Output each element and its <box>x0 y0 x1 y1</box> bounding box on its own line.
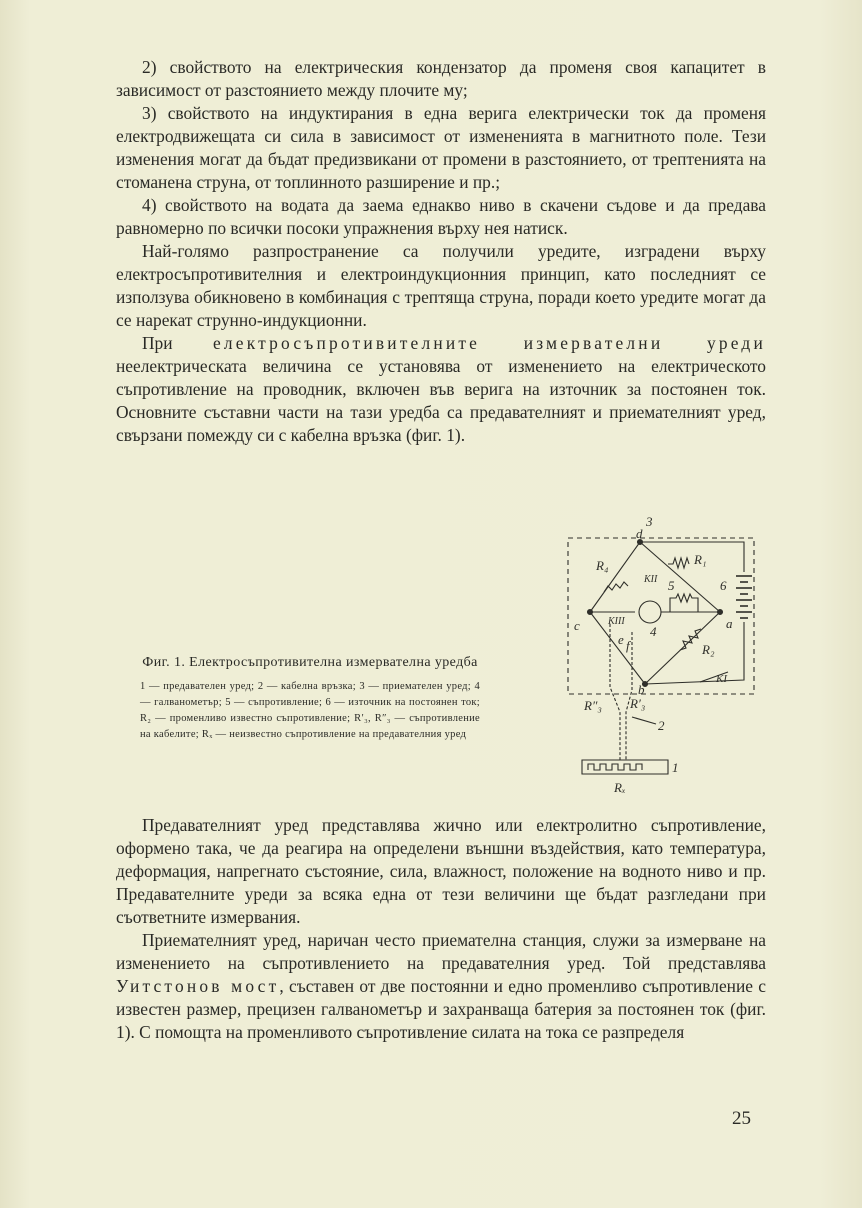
label-e: e <box>618 632 624 647</box>
page-number: 25 <box>732 1108 751 1129</box>
label-R3-prime: R′₃ <box>630 696 646 711</box>
wheatstone-bridge-diagram <box>560 512 770 794</box>
resistor-R4 <box>604 582 628 592</box>
paragraph: Предавателният уред представлява жично или електролитно съпротивление, оформено така, че да реагира на определени външни въздействия, като температура, деформация, напрегнато състояние, сила, влажност, положение на водното ниво и пр. Предавателните уреди за всяка една от тези величини ще бъдат разгледани при съответните измервания. <box>116 815 766 927</box>
resistor-5 <box>670 594 698 612</box>
figure-caption-title: Фиг. 1. Електросъпротивителна измервателна уредба <box>142 655 478 670</box>
spaced-term: електросъпротивителните измервателни уреди <box>212 333 766 353</box>
label-4: 4 <box>650 624 657 639</box>
label-5: 5 <box>668 578 675 593</box>
text-run: При <box>142 333 173 353</box>
resistor-Rx <box>588 764 642 770</box>
label-2: 2 <box>658 718 665 733</box>
transmitter-box <box>582 760 668 774</box>
text-block-top <box>116 56 766 447</box>
label-R3-double-prime: R″₃ <box>584 698 602 713</box>
label-b: b <box>638 682 645 697</box>
cable-pointer <box>632 717 656 724</box>
label-c: c <box>574 618 580 633</box>
figure-caption <box>140 654 480 743</box>
battery-icon <box>736 576 752 618</box>
battery-wire <box>640 542 744 572</box>
figure-legend: 1 — предавателен уред; 2 — кабелна връзка; 3 — приемателен уред; 4 — галванометър; 5 — съпротивление; 6 — източник на постоянен ток; R₂ — променливо известно съпротивление; R′₃, R″₃ — съпротивление на кабелите; Rₓ — неизвестно съпротивление на предавателния уред <box>140 681 480 740</box>
label-f: f <box>626 638 630 653</box>
label-d: d <box>636 526 643 541</box>
label-3: 3 <box>646 514 653 529</box>
label-6: 6 <box>720 578 727 593</box>
node-c <box>588 610 593 615</box>
label-a: a <box>726 616 733 631</box>
paragraph: Най-голямо разпространение са получили уредите, изградени върху електросъпротивителния и електроиндукционния принцип, като последният се използува обикновено в комбинация с трептяща струна, поради което уредите могат да се нарекат струнно-индукционни. <box>116 241 766 330</box>
text-run: неелектрическата величина се установява от изменението на електрическото съпротивление на проводник, включен във верига на източник за постоянен ток. Основните съставни части на тази уредба са предавателният и приемателният уред, свързани помежду си с кабелна връзка (фиг. 1). <box>116 356 766 445</box>
bridge-arm-R4 <box>590 542 640 612</box>
label-R4: R₄ <box>596 558 609 573</box>
paragraph: 2) свойството на електрическия кондензатор да променя своя капацитет в зависимост от разстоянието между плочите му; <box>116 57 766 100</box>
node-a <box>718 610 723 615</box>
paragraph: 3) свойството на индуктирания в една верига електрически ток да променя електродвижещата си сила в зависимост от измененията в магнитното поле. Тези изменения могат да бъдат предизвикани от промени в разстоянието, от трептенията на стоманена струна, от топлинното разширение и пр.; <box>116 103 766 192</box>
label-R2: R₂ <box>702 642 715 657</box>
label-Rx: Rₓ <box>614 780 626 794</box>
text-run: , съставен от две постоянни и едно променливо съпротивление с известен размер, прецизен галванометър и захранваща батерия за постоянен ток (фиг. 1). С помощта на променливото съпротивление силата на тока се разпределя <box>116 976 766 1042</box>
label-R1: R₁ <box>694 552 707 567</box>
label-KI: KI <box>716 673 727 685</box>
resistor-R1 <box>668 558 689 568</box>
label-KIII: KIII <box>608 616 625 627</box>
text-run: Приемателният уред, наричан често приемателна станция, служи за измерване на изменението на съпротивлението на предавателния уред. Той представлява <box>116 930 766 973</box>
text-block-bottom <box>116 814 766 1044</box>
battery-return-wire <box>645 622 744 684</box>
paragraph <box>116 332 766 447</box>
label-KII: KII <box>644 574 658 585</box>
paragraph: 4) свойството на водата да заема еднакво ниво в скачени съдове и да предава равномерно по всички посоки упражнения върху нея натиск. <box>116 195 766 238</box>
spaced-term: Уитстонов мост <box>116 976 280 996</box>
galvanometer-icon <box>639 601 661 623</box>
label-1: 1 <box>672 760 679 775</box>
paragraph <box>116 929 766 1044</box>
